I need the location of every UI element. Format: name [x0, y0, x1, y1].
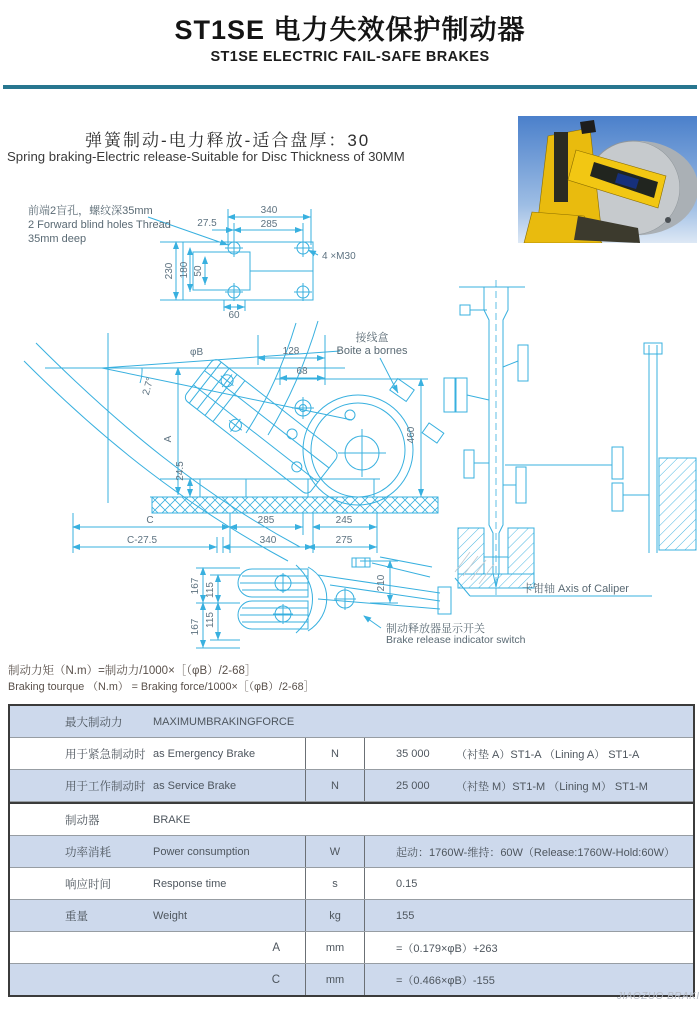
row-label-zh: 功率消耗 [65, 846, 111, 859]
dim-c: C [146, 515, 154, 526]
table-row-brake-section [10, 802, 693, 836]
value-cell: =（0.466×φB）-155 [396, 974, 495, 987]
row-label-en: as Emergency Brake [153, 747, 256, 760]
value-cell: 25 000 （衬垫 M）ST1-M （Lining M） ST1-M [396, 779, 648, 793]
value-cell: 155 [396, 909, 415, 922]
dim-167-top: 167 [190, 577, 201, 595]
dim-180: 180 [179, 261, 190, 279]
dim-68: 68 [296, 366, 308, 377]
table-row-weight [10, 900, 693, 932]
page-title-en: ST1SE ELECTRIC FAIL-SAFE BRAKES [210, 49, 490, 65]
value-cell: =（0.179×φB）+263 [396, 942, 498, 955]
table-row-dim-a [10, 932, 693, 964]
row-label-zh: 用于工作制动时 [65, 780, 146, 793]
switch-label-zh: 制动释放器显示开关 [386, 623, 485, 635]
junction-box-label-zh: 接线盒 [355, 332, 389, 344]
value-cell: 35 000 （衬垫 A）ST1-A （Lining A） ST1-A [396, 747, 640, 761]
dim-275: 275 [335, 535, 353, 546]
unit-cell: kg [305, 900, 365, 931]
page-title-zh: ST1SE 电力失效保护制动器 [174, 15, 526, 45]
formula-line-zh: 制动力矩（N.m）=制动力/1000×［（φB）/2-68］ [8, 665, 257, 677]
unit-cell: s [305, 868, 365, 899]
teal-divider [3, 85, 697, 89]
spec-table [8, 704, 695, 997]
dim-24-5: 24.5 [175, 461, 186, 481]
row-label-en: MAXIMUMBRAKINGFORCE [153, 715, 295, 728]
row-label-en: as Service Brake [153, 779, 237, 792]
dim-c-27-5: C-27.5 [126, 535, 158, 546]
section-heading-zh: 弹簧制动-电力释放-适合盘厚：30 [85, 131, 371, 150]
caliper-axis-label: 卡钳轴 Axis of Caliper [522, 583, 629, 595]
braking-torque-formula [8, 663, 314, 695]
plate-view [148, 209, 318, 311]
dim-60: 60 [228, 310, 240, 321]
dim-460: 460 [406, 426, 417, 444]
dim-340-b: 340 [259, 535, 277, 546]
unit-cell: W [305, 836, 365, 867]
blind-holes-note-en1: 2 Forward blind holes Thread [28, 219, 171, 231]
junction-box-label-fr: Boite a bornes [336, 345, 408, 357]
row-label-zh: 用于紧急制动时 [65, 748, 146, 761]
table-row-power-consumption [10, 836, 693, 868]
dim-128: 128 [282, 346, 300, 357]
section-view [444, 280, 696, 596]
dim-285: 285 [260, 219, 278, 230]
row-label-en: Response time [153, 877, 227, 890]
dim-4xm30: 4 ×M30 [322, 251, 356, 262]
dim-230: 230 [164, 262, 175, 280]
table-row-max-braking-force [10, 706, 693, 738]
unit-cell: mm [305, 932, 365, 963]
row-label-zh: 最大制动力 [65, 716, 123, 729]
dim-210: 210 [376, 574, 387, 592]
value-cell: 0.15 [396, 877, 418, 890]
dim-50: 50 [193, 265, 204, 277]
watermark: JIAOZUO BRAKI [617, 991, 700, 1002]
unit-cell: N [305, 738, 365, 769]
blind-holes-note-en2: 35mm deep [28, 233, 87, 245]
row-label-zh: 响应时间 [65, 878, 111, 891]
row-label-en: Power consumption [153, 845, 250, 858]
row-label-en: Weight [153, 909, 188, 922]
dim-245: 245 [335, 515, 353, 526]
table-row-response-time [10, 868, 693, 900]
dim-a: A [163, 435, 174, 443]
drawing-dimensions [127, 205, 417, 635]
dim-340: 340 [260, 205, 278, 216]
dim-115-bottom: 115 [205, 612, 216, 628]
unit-cell: N [305, 770, 365, 801]
blind-holes-note-zh: 前端2盲孔，螺纹深35mm [28, 205, 153, 217]
dim-167-bottom: 167 [190, 618, 201, 636]
row-label-zh: 制动器 [65, 814, 100, 827]
dim-angle: 2.7° [140, 376, 157, 397]
dim-285-b: 285 [257, 515, 275, 526]
row-label-en: BRAKE [153, 813, 191, 826]
technical-drawing [0, 195, 700, 665]
dimension-symbol: A [272, 941, 280, 954]
table-row-dim-c [10, 964, 693, 995]
table-row-emergency-brake [10, 738, 693, 770]
switch-label-en: Brake release indicator switch [386, 634, 526, 646]
formula-line-en: Braking tourque （N.m） = Braking force/1000×［（φB）/2-68］ [8, 681, 315, 693]
dim-115-top: 115 [205, 582, 216, 598]
section-heading-en: Spring braking-Electric release-Suitable for Disc Thickness of 30MM [7, 149, 405, 164]
drawing-notes [28, 203, 629, 646]
front-view [24, 321, 444, 561]
row-label-zh: 重量 [65, 910, 88, 923]
value-cell: 起动：1760W-维持：60W（Release:1760W-Hold:60W） [396, 846, 675, 859]
dim-27-5: 27.5 [197, 218, 217, 229]
table-row-service-brake [10, 770, 693, 802]
dim-phi-b: φB [190, 347, 204, 358]
unit-cell: mm [305, 964, 365, 995]
dimension-symbol: C [271, 973, 280, 986]
